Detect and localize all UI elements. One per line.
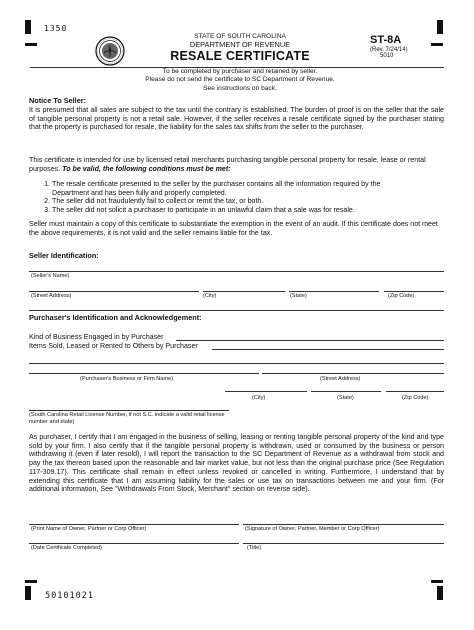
notice-paragraph-2-text: This certificate is intended for use by licensed retail merchants purchasing tangible personal property for resale, lease or rental purposes. (29, 156, 426, 173)
purchaser-heading: Purchaser's Identification and Acknowledgement: (29, 313, 202, 322)
registration-mark-bottom-left-bar (25, 580, 37, 583)
barcode-number: 50101021 (45, 591, 94, 601)
registration-mark-top-left-bar (25, 43, 37, 46)
seller-street-label: (Street Address) (31, 293, 72, 299)
seller-zip-label: (Zip Code) (388, 293, 415, 299)
kind-of-business-label: Kind of Business Engaged in by Purchaser (29, 333, 164, 341)
form-number: ST-8A (370, 34, 402, 46)
agency-line-2: DEPARTMENT OF REVENUE (189, 40, 291, 49)
items-sold-field-2[interactable] (29, 363, 444, 364)
purchaser-zip-field[interactable] (386, 391, 444, 392)
registration-mark-bottom-right (437, 586, 443, 600)
form-code: 1350 (44, 24, 68, 33)
notice-paragraph-3: Seller must maintain a copy of this certificate to substantiate the exemption in the event of an audit. If this certificate does not meet the above requirements, it is not valid and the seller remains liable for the tax. (29, 220, 438, 237)
license-number-label: (South Carolina Retail License Number, if not S.C. indicate a valid retail license number and state) (29, 412, 225, 425)
condition-item-1: 1. The resale certificate presented to the seller by the purchaser contains all the information required by the Department and has been fully and properly completed. (52, 180, 415, 197)
purchaser-street-field[interactable] (262, 373, 444, 374)
condition-item-2: 2. The seller did not fraudulently fail to collect or remit the tax, or both. (52, 197, 415, 206)
purchaser-state-label: (State) (337, 395, 354, 401)
seller-heading: Seller Identification: (29, 251, 99, 260)
seller-name-field[interactable] (29, 271, 444, 272)
purchaser-state-field[interactable] (311, 391, 381, 392)
notice-heading: Notice To Seller: (29, 96, 87, 105)
instruction-line-2: Please do not send the certificate to SC Department of Revenue. (145, 76, 335, 84)
condition-item-3: 3. The seller did not solicit a purchaser to participate in an unlawful claim that a sale was for resale. (52, 206, 415, 215)
print-name-label: (Print Name of Owner, Partner or Corp Officer) (31, 526, 147, 532)
form-revision: (Rev. 7/24/14) (370, 47, 408, 53)
business-name-field[interactable] (29, 373, 259, 374)
section-divider (29, 310, 444, 311)
instruction-line-1: To be completed by purchaser and retained by seller. (162, 68, 318, 75)
license-number-field[interactable] (29, 410, 229, 411)
form-number-block (370, 34, 420, 59)
registration-mark-top-right-bar (431, 43, 443, 46)
notice-paragraph-2 (29, 156, 444, 173)
seller-city-label: (City) (203, 293, 217, 299)
title-field[interactable] (243, 543, 444, 544)
page-title: RESALE CERTIFICATE (170, 49, 310, 63)
date-label: (Date Certificate Completed) (31, 545, 102, 551)
registration-mark-bottom-left (25, 586, 31, 600)
items-sold-field[interactable] (212, 349, 444, 350)
purchaser-zip-label: (Zip Code) (402, 395, 429, 401)
conditions-list (40, 180, 415, 214)
signature-field[interactable] (243, 524, 444, 525)
purchaser-city-label: (City) (252, 395, 266, 401)
seller-zip-field[interactable] (384, 291, 444, 292)
purchaser-street-label: (Street Address) (320, 376, 361, 382)
agency-line-1: STATE OF SOUTH CAROLINA (194, 33, 286, 40)
registration-mark-bottom-right-bar (431, 580, 443, 583)
registration-mark-top-left (25, 20, 31, 34)
seller-state-field[interactable] (289, 291, 379, 292)
seller-name-label: (Seller's Name) (31, 273, 70, 279)
title-label: (Title) (247, 545, 262, 551)
items-sold-label: Items Sold, Leased or Rented to Others by Purchaser (29, 342, 198, 350)
notice-paragraph-1: It is presumed that all sales are subject to the tax until the contrary is established. The burden of proof is on the seller that the sale of tangible personal property is not a retail sale. However, if the seller receives a resale certificate signed by the purchaser stating that the property is purchased for resale, the liability for the sales tax shifts from the seller to the purchaser. (29, 106, 444, 132)
seller-street-field[interactable] (29, 291, 199, 292)
instructions (100, 68, 380, 93)
purchaser-city-field[interactable] (225, 391, 307, 392)
certification-text: As purchaser, I certify that I am engaged in the business of selling, leasing or renting tangible personal property of the kind and type sold by your firm. I also certify that if the tangible personal property is withdrawn, used or consumed by the business or person withdrawing it (even if later resold), I will report the transaction to the SC Department of Revenue as a withdrawal from stock and pay the tax thereon based upon the reasonable and fair market value, but not less than the original purchase price (See Regulation 117-309.17). This certificate shall remain in effect unless revoked or cancelled in writing. Furthermore, I understand that by extending this certificate that I am assuming liability for the sales or use tax on transactions between me and your firm. (For additional information, See "Withdrawals From Stock, Merchant" section on reverse side). (29, 433, 444, 494)
signature-label: (Signature of Owner, Partner, Member or Corp Officer) (245, 526, 380, 532)
date-field[interactable] (29, 543, 239, 544)
registration-mark-top-right (437, 20, 443, 34)
business-name-label: (Purchaser's Business or Firm Name) (80, 376, 174, 382)
print-name-field[interactable] (29, 524, 239, 525)
instruction-line-3: See instructions on back. (203, 84, 277, 92)
state-seal-icon (95, 36, 125, 66)
seller-city-field[interactable] (203, 291, 285, 292)
seller-state-label: (State) (290, 293, 307, 299)
kind-of-business-field[interactable] (176, 340, 444, 341)
form-id: 5010 (380, 53, 394, 59)
notice-paragraph-2-emphasis: To be valid, the following conditions must be met: (62, 164, 231, 173)
